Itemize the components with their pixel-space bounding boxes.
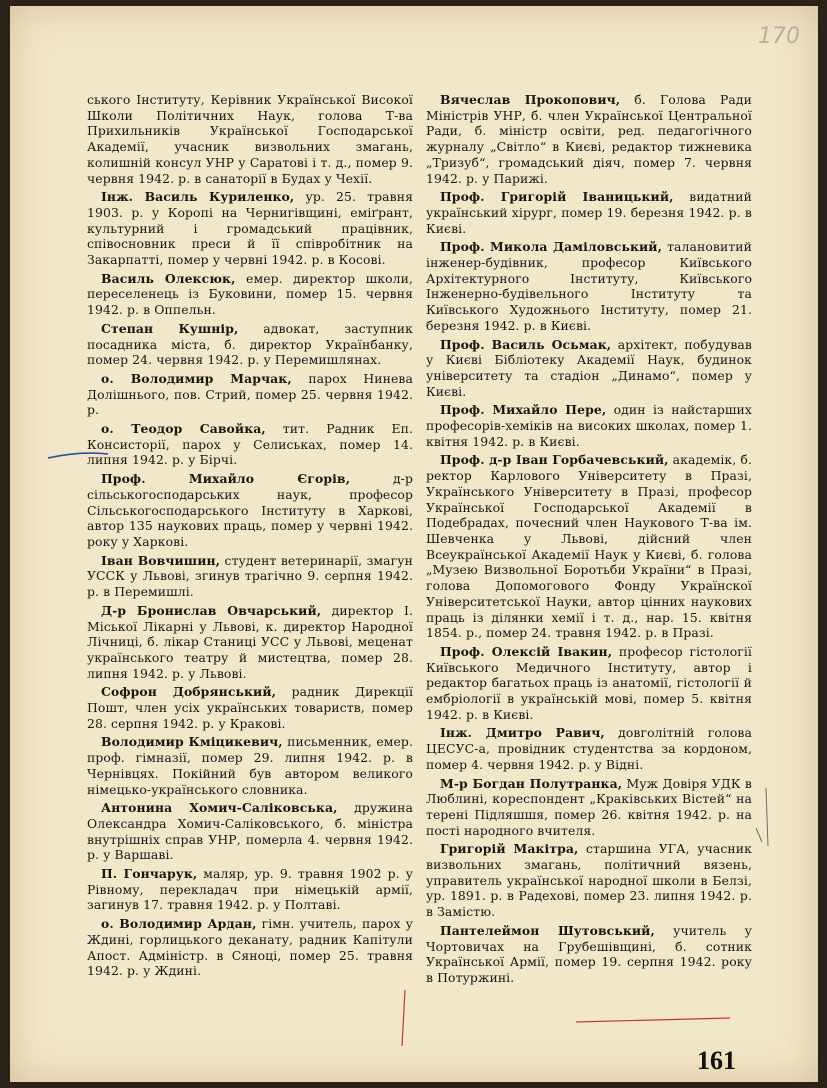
entry-text: архітект, побудував у Києві Бібліотеку Академії Наук, будинок університету та стадіон „Динамо“, помер у Києві. [426,336,752,399]
blue-ink-underline-mark [48,453,108,458]
entry-text: тит. Радник Еп. Консисторії, парох у Селиськах, помер 14. липня 1942. р. у Бірчі. [87,421,413,468]
entry-name: Володимир Кміцикевич, [101,734,283,750]
entry-text: директор І. Міської Лікарні у Львові, к. директор Народної Лічниці, б. лікар Станиці УСС у Львові, меценат українського театру й мистецтва, помер 28. липня 1942. р. у Львові. [87,602,413,681]
entry-name: Проф. д-р Іван Горбачевський, [440,452,669,468]
entry-text: професор гістології Київського Медичного Інституту, автор і редактор багатьох праць із анатомії, гістології й ембріології в українській мові, помер 5. квітня 1942. р. в Києві. [426,643,752,722]
entry-text: ур. 25. травня 1903. р. у Коропі на Чернигівщині, еміґрант, культурний і громадський працівник, співосновник преси й її співробітник на Закарпатті, помер у червні 1942. р. в Косові. [87,189,413,268]
entry-name: Василь Олексюк, [101,270,236,286]
entry-text: учитель у Чортовичах на Грубешівщині, б. сотник Української Армії, помер 19. серпня 1942. року в Потуржині. [426,922,752,985]
entry-name: Вячеслав Прокопович, [440,92,621,107]
entry-name: Григорій Макітра, [440,841,579,857]
entry-name: Проф. Григорій Іваницький, [440,189,674,205]
pencil-margin-mark [756,788,768,846]
entry-text: маляр, ур. 9. травня 1902 р. у Рівному, перекладач при німецькій армії, загинув 17. травня 1942. р. у Полтаві. [87,866,414,913]
entry-name: Пантелеймон Шутовський, [440,922,655,938]
entry-text: дружина Олександра Хомич-Саліковського, б. міністра внутрішніх справ УНР, померла 4. червня 1942. р. у Варшаві. [87,800,413,863]
handwritten-page-annotation: 170 [758,24,800,49]
red-underline-mark [576,1018,730,1022]
entry-name: о. Володимир Марчак, [101,370,292,386]
entry-text: радник Дирекції Пошт, член усіх українських товариств, помер 28. серпня 1942. р. у Кракові. [87,684,414,731]
entry-name: Д-р Бронислав Овчарський, [101,602,322,618]
entry-name: Проф. Олексій Івакин, [440,643,613,659]
entry-text: емер. директор школи, переселенець із Буковини, помер 15. червня 1942. р. в Оппельн. [87,270,414,318]
entry-text: довголітній голова ЦЕСУС-а, провідник студентства за кордоном, помер 4. червня 1942. р. у Відні. [426,725,752,772]
entry-text: б. Голова Ради Міністрів УНР, б. член Української Центральної Ради, б. міністр освіти, ред. педагогічного журналу „Світло“ в Києві, редактор тижневика „Тризуб“, громадський діяч, помер 7. червня 1942. р. у Парижі. [426,92,753,186]
entry-name: о. Теодор Савойка, [101,421,266,437]
entry-text: видатний український хірург, помер 19. березня 1942. р. в Києві. [426,189,752,236]
red-margin-mark [402,990,405,1046]
scanned-page [10,6,818,1082]
entry-name: Софрон Добрянський, [101,684,277,700]
entry-name: Проф. Михайло Єгорів, [101,471,351,487]
entry-text: парох Нинева Долішнього, пов. Стрий, помер 25. червня 1942. р. [87,370,413,418]
entry-text: письменник, емер. проф. гімназії, помер 29. липня 1942. р. в Чернівцях. Покійний був автором великого німецько-українського словника. [87,734,413,797]
entry-text: один із найстарших професорів-хеміків на високих школах, помер 1. квітня 1942. р. в Києві. [426,402,752,449]
entry-text: ського Інституту, Керівник Української Високої Школи Політичних Наук, голова Т-ва Прихильників Української Господарської Академії, учасник визвольних змагань, колишній консул УНР у Саратові і т. д., помер 9. червня 1942. р. в санаторії в Будах у Чехії. [87,92,413,186]
entry-name: Степан Кушнір, [101,320,239,336]
entry-text: Муж Довіря УДК в Люблині, кореспондент „Краківських Вістей“ на терені Підляшшя, помер 26. квітня 1942. р. на пості народного вчителя. [426,775,752,838]
entry-text: гімн. учитель, парох у Ждині, горлицького деканату, радник Капітули Апост. Адміністр. в Сяноці, помер 25. травня 1942. р. у Ждині. [87,916,413,979]
entry-text: адвокат, заступник посадника міста, б. директор Українбанку, помер 24. червня 1942. р. у Перемишлянах. [87,320,414,368]
entry-text: академік, б. ректор Карлового Університету в Празі, Українського Університету в Празі, професор Української Господарської Академії в Подебрадах, почесний член Наукового Т-ва ім. Шевченка у Львові, дійсний член Всеукраїнської Академії Наук у Києві, б. голова „Музею Визвольної Боротьби України“ в Празі, голова Допомогового Фонду Українскої Університетської Науки, автор цінних наукових праць із ділянки хемії і т. д., нар. 15. квітня 1854. р., помер 24. травня 1942. р. в Празі. [426,452,752,641]
entry-text: талановитий інженер-будівник, професор Київського Архітектурного Інституту, Київського Інженерно-будівельного Інституту та Київського Художнього Інституту, помер 21. березня 1942. р. в Києві. [426,239,753,333]
entry-text: старшина УГА, учасник визвольних змагань, політичний вязень, управитель української народної школи в Белзі, ур. 1891. р. в Радехові, помер 23. липня 1942. р. в Замістю. [426,841,752,920]
entry-name: о. Володимир Ардан, [101,916,257,932]
page-number: 161 [697,1046,736,1075]
entry-name: П. Гончарук, [101,866,198,882]
entry-name: М-р Богдан Полутранка, [440,775,623,791]
entry-name: Антонина Хомич-Саліковська, [101,800,338,816]
entry-name: Іван Вовчишин, [101,552,221,568]
entry-text: д-р сільськогосподарських наук, професор Сільськогосподарського Інституту в Харкові, автор 135 наукових праць, помер у червні 1942. року у Харкові. [87,471,413,549]
entry-name: Інж. Дмитро Равич, [440,725,605,741]
ink-markings [10,6,818,1082]
entry-name: Проф. Василь Осьмак, [440,336,612,352]
entry-name: Проф. Михайло Пере, [440,402,607,418]
entry-name: Проф. Микола Даміловський, [440,239,663,255]
entry-text: студент ветеринарії, змагун УССК у Львові, згинув трагічно 9. серпня 1942. р. в Перемишлі. [87,552,413,600]
entry-name: Інж. Василь Куриленко, [101,189,295,205]
